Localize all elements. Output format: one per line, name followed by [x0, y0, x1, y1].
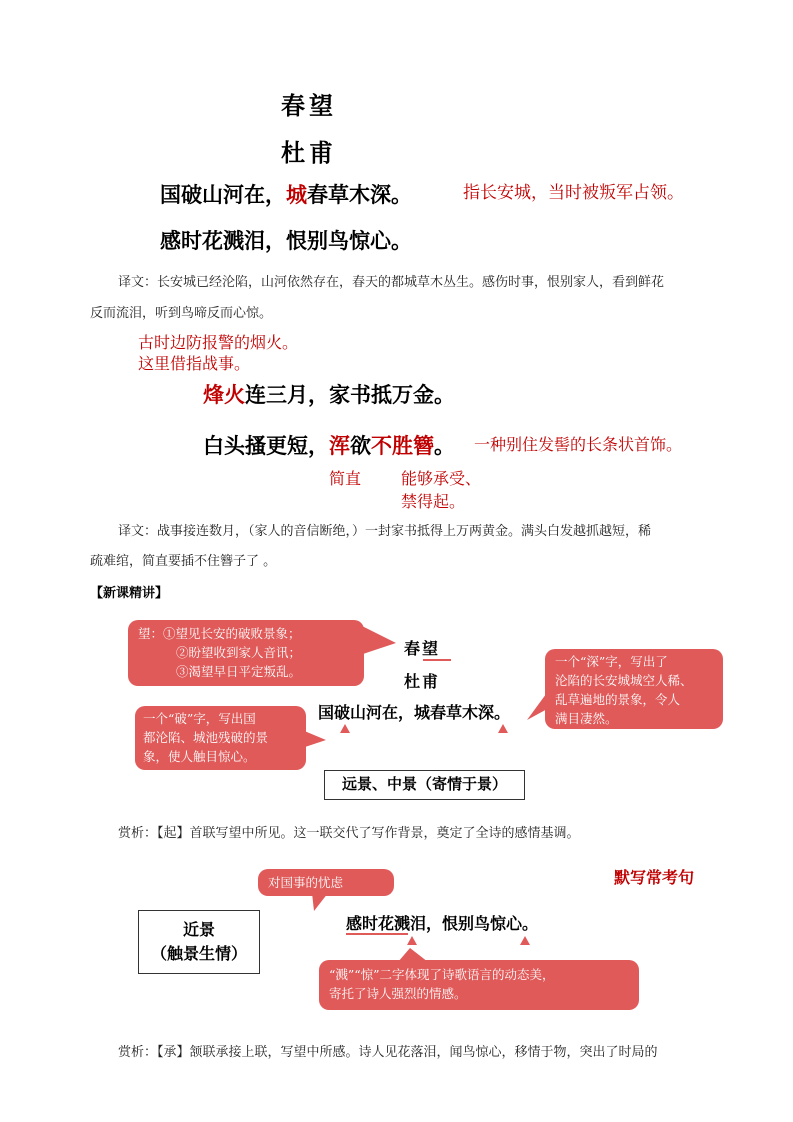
- gan-shi-underline: [346, 933, 408, 935]
- poem-line-2: 感时花溅泪，恨别鸟惊心。: [160, 229, 412, 253]
- note-fenghuo-1: 古时边防报警的烟火。: [138, 333, 299, 352]
- bubble-dynamic: “溅”“惊”二字体现了诗歌语言的动态美， 寄托了诗人强烈的情感。: [319, 960, 639, 1010]
- translation-1-line-2: 反而流泪，听到鸟啼反而心惊。: [90, 306, 273, 321]
- note-cheng: 指长安城，当时被叛军占领。: [463, 183, 684, 203]
- poem-author: 杜甫: [281, 139, 337, 167]
- note-zan: 一种别住发髻的长条状首饰。: [474, 435, 683, 454]
- appreciation-1: 赏析：【起】首联写望中所见。这一联交代了写作背景，奠定了全诗的感情基调。: [118, 826, 580, 841]
- diagram1-line: 国破山河在，城春草木深。: [318, 703, 511, 722]
- bubble-shen: 一个“深”字，写出了 沦陷的长安城城空人稀、 乱草遍地的景象，令人 满目凄然。: [545, 649, 723, 729]
- marker-shen: [498, 724, 508, 733]
- bubble-worry: 对国事的忧虑: [258, 869, 394, 896]
- diagram1-title: 春望: [404, 639, 441, 658]
- marker-jing: [520, 936, 530, 945]
- bubble-wang-pointer: [360, 625, 400, 655]
- translation-1-line-1: 译文：长安城已经沦陷，山河依然存在，春天的都城草木丛生。感伤时事，恨别家人，看到鲜花: [118, 275, 665, 290]
- diagram1-box: 远景、中景（寄情于景）: [324, 770, 525, 800]
- translation-2-line-1: 译文：战事接连数月，（家人的音信断绝，）一封家书抵得上万两黄金。满头白发越抓越短，稀: [118, 524, 652, 539]
- diagram2-line: 感时花溅泪，恨别鸟惊心。: [346, 914, 539, 933]
- note-busheng-1: 能够承受、: [401, 469, 482, 488]
- highlight-cheng: 城: [286, 183, 307, 207]
- bubble-po-pointer: [302, 730, 326, 752]
- poem-line-1: 国破山河在，城春草木深。: [160, 183, 412, 207]
- bubble-wang: 望：①望见长安的破败景象； ②盼望收到家人音讯； ③渴望早日平定叛乱。: [128, 620, 364, 686]
- note-busheng-2: 禁得起。: [401, 492, 466, 511]
- bubble-shen-pointer: [527, 690, 549, 720]
- tag-dictation: 默写常考句: [614, 868, 695, 887]
- diagram1-author: 杜甫: [404, 672, 441, 691]
- poem-title: 春望: [281, 92, 337, 120]
- note-fenghuo-2: 这里借指战事。: [138, 354, 251, 373]
- poem-line-3: 烽火连三月，家书抵万金。: [203, 383, 455, 407]
- bubble-dynamic-pointer: [398, 948, 428, 962]
- note-hun: 简直: [329, 469, 362, 488]
- poem-line-4: 白头搔更短，浑欲不胜簪。: [203, 434, 455, 458]
- bubble-po: 一个“破”字，写出国 都沦陷、城池残破的景 象，使人触目惊心。: [135, 706, 306, 770]
- highlight-hun: 浑: [329, 434, 350, 458]
- appreciation-2: 赏析：【承】颔联承接上联，写望中所感。诗人见花落泪，闻鸟惊心，移情于物，突出了时局的: [118, 1045, 658, 1060]
- bubble-worry-pointer: [312, 893, 328, 911]
- highlight-fenghuo: 烽火: [203, 383, 245, 407]
- diagram2-box: 近景 （触景生情）: [138, 910, 260, 974]
- wang-underline: [423, 659, 451, 661]
- marker-jian: [407, 936, 417, 945]
- marker-po: [340, 724, 350, 733]
- section-heading: 【新课精讲】: [90, 586, 169, 601]
- translation-2-line-2: 疏难绾，简直要插不住簪子了 。: [90, 554, 277, 569]
- highlight-busheng-zan: 不胜簪: [371, 434, 434, 458]
